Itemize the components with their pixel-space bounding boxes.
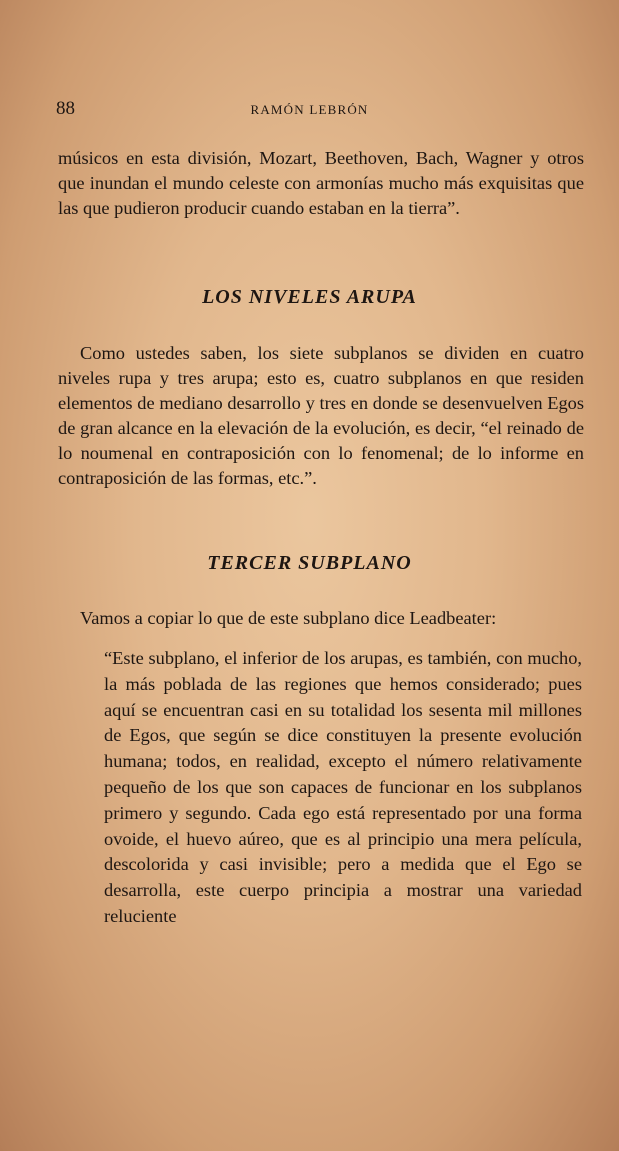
paragraph-niveles: Como ustedes saben, los siete subplanos se dividen en cuatro niveles rupa y tres arupa; esto es, cuatro subplanos en que residen elementos de mediano desarrollo y tres en donde se desenvuelven Egos de gran alcance en la elevación de la evolución, es decir, “el reinado de lo noumenal en contraposición con lo fenomenal; de lo informe en contraposición de las formas, etc.”. [58, 343, 584, 488]
paragraph-continuation: músicos en esta división, Mozart, Beethoven, Bach, Wagner y otros que inundan el mundo celeste con armonías mucho más exquisitas que las que pudieron producir cuando estaban en la tierra”. [58, 148, 584, 218]
section-heading-niveles-arupa: LOS NIVELES ARUPA [202, 286, 417, 308]
page-header [0, 98, 619, 122]
page-number: 88 [56, 98, 75, 119]
block-quote-leadbeater: “Este subplano, el inferior de los arupas, es también, con mucho, la más poblada de las regiones que hemos considerado; pues aquí se encuentran casi en su totalidad los sesenta mil millones de Egos, que según se dice constituyen la presente evolución humana; todos, en realidad, excepto el número relativamente pequeño de los que son capaces de funcionar en los subplanos primero y segundo. Cada ego está representado por una forma ovoide, el huevo aúreo, que es al principio una mera película, descolorida y casi invisible; pero a medida que el Ego se desarrolla, este cuerpo principia a mostrar una variedad reluciente [104, 648, 582, 926]
running-head: RAMÓN LEBRÓN [250, 102, 369, 117]
paragraph-intro-quote: Vamos a copiar lo que de este subplano dice Leadbeater: [80, 608, 497, 628]
section-heading-tercer-subplano: TERCER SUBPLANO [207, 552, 412, 574]
